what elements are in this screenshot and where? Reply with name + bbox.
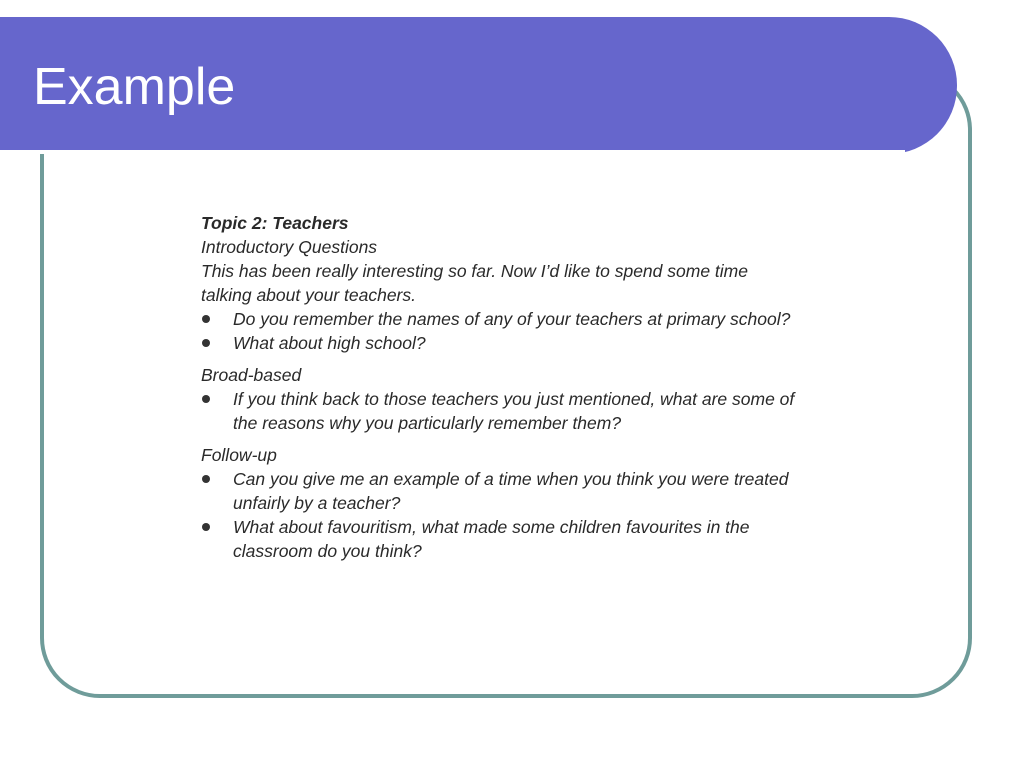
title-banner bbox=[0, 17, 957, 154]
interview-guide bbox=[201, 211, 841, 563]
list-item bbox=[201, 515, 813, 563]
list-item bbox=[201, 387, 813, 435]
bullet-icon bbox=[202, 475, 210, 483]
section-label-broad-based: Broad-based bbox=[201, 365, 302, 385]
title-underline bbox=[0, 150, 905, 154]
bullet-icon bbox=[202, 523, 210, 531]
list-item bbox=[201, 331, 813, 355]
question-text: Do you remember the names of any of your teachers at primary school? bbox=[233, 309, 791, 329]
question-text: What about high school? bbox=[233, 333, 426, 353]
question-text: If you think back to those teachers you just mentioned, what are some of the reasons why you particularly remember them? bbox=[233, 389, 795, 433]
bullet-icon bbox=[202, 315, 210, 323]
broad-based-question-list bbox=[201, 387, 841, 435]
bullet-icon bbox=[202, 395, 210, 403]
list-item bbox=[201, 467, 813, 515]
topic-heading: Topic 2: Teachers bbox=[201, 213, 349, 233]
introductory-question-list bbox=[201, 307, 841, 355]
section-label-follow-up: Follow-up bbox=[201, 445, 277, 465]
list-item bbox=[201, 307, 813, 331]
follow-up-question-list bbox=[201, 467, 841, 563]
question-text: What about favouritism, what made some children favourites in the classroom do you think? bbox=[233, 517, 750, 561]
bullet-icon bbox=[202, 339, 210, 347]
intro-paragraph: This has been really interesting so far. Now I’d like to spend some time talking about your teachers. bbox=[201, 261, 748, 305]
question-text: Can you give me an example of a time when you think you were treated unfairly by a teacher? bbox=[233, 469, 789, 513]
slide-title: Example bbox=[33, 58, 236, 116]
section-label-introductory: Introductory Questions bbox=[201, 237, 378, 257]
